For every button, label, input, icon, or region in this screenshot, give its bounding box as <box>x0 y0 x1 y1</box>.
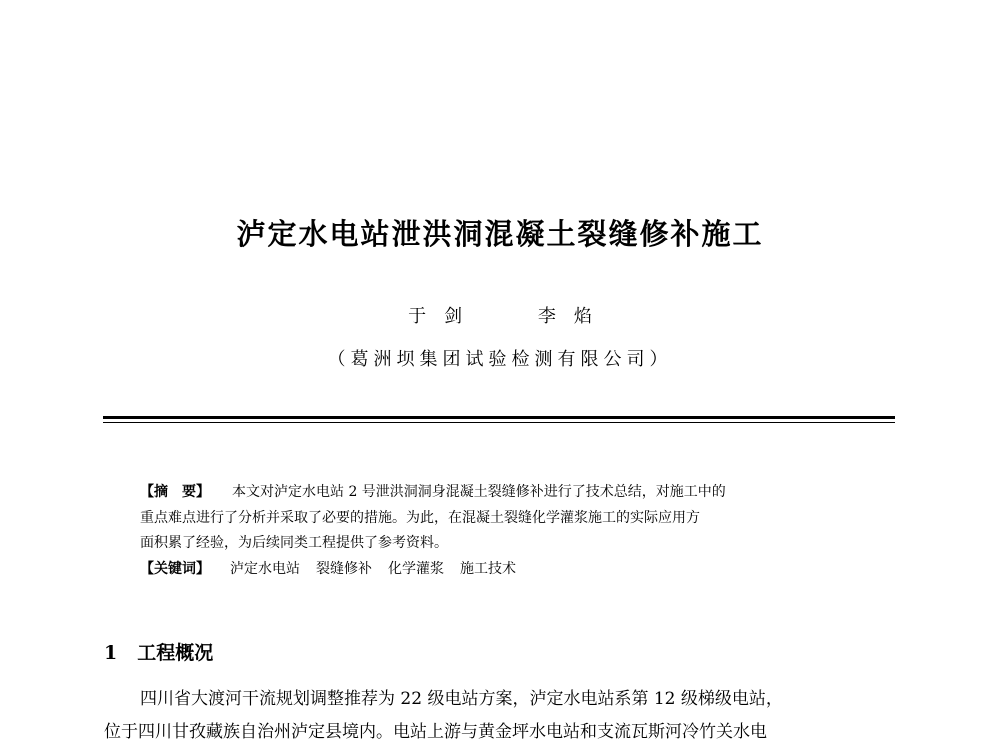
keywords-line <box>140 557 860 583</box>
body-line-1: 四川省大渡河干流规划调整推荐为 22 级电站方案，泸定水电站系第 12 级梯级电站， <box>140 689 783 709</box>
abstract-text-1: 本文对泸定水电站 2 号泄洪洞洞身混凝土裂缝修补进行了技术总结，对施工中的 <box>232 484 726 500</box>
abstract-line-2: 重点难点进行了分析并采取了必要的措施。为此，在混凝土裂缝化学灌浆施工的实际应用方 <box>140 509 700 526</box>
author-affiliation: （葛洲坝集团试验检测有限公司） <box>327 349 673 370</box>
abstract-line-1 <box>140 480 860 506</box>
section-heading <box>104 638 213 665</box>
keywords-label: 【关键词】 <box>140 560 210 577</box>
abstract-block <box>140 480 860 582</box>
section-number: 1 <box>104 642 118 664</box>
header-divider <box>103 416 895 429</box>
author-1: 于 剑 <box>408 306 463 327</box>
abstract-line-3: 面积累了经验，为后续同类工程提供了参考资料。 <box>140 535 448 551</box>
section-title: 工程概况 <box>137 642 214 664</box>
body-text <box>104 683 894 749</box>
keyword-1: 泸定水电站 <box>230 560 300 577</box>
paper-title: 泸定水电站泄洪洞混凝土裂缝修补施工 <box>236 217 764 251</box>
keyword-2: 裂缝修补 <box>316 560 372 577</box>
keyword-4: 施工技术 <box>460 560 516 577</box>
abstract-label: 【摘 要】 <box>140 484 210 500</box>
body-line-2: 位于四川甘孜藏族自治州泸定县境内。电站上游与黄金坪水电站和支流瓦斯河冷竹关水电 <box>104 722 767 742</box>
keyword-3: 化学灌浆 <box>388 560 444 577</box>
author-2: 李 焰 <box>537 306 592 327</box>
author-list <box>0 302 1000 328</box>
